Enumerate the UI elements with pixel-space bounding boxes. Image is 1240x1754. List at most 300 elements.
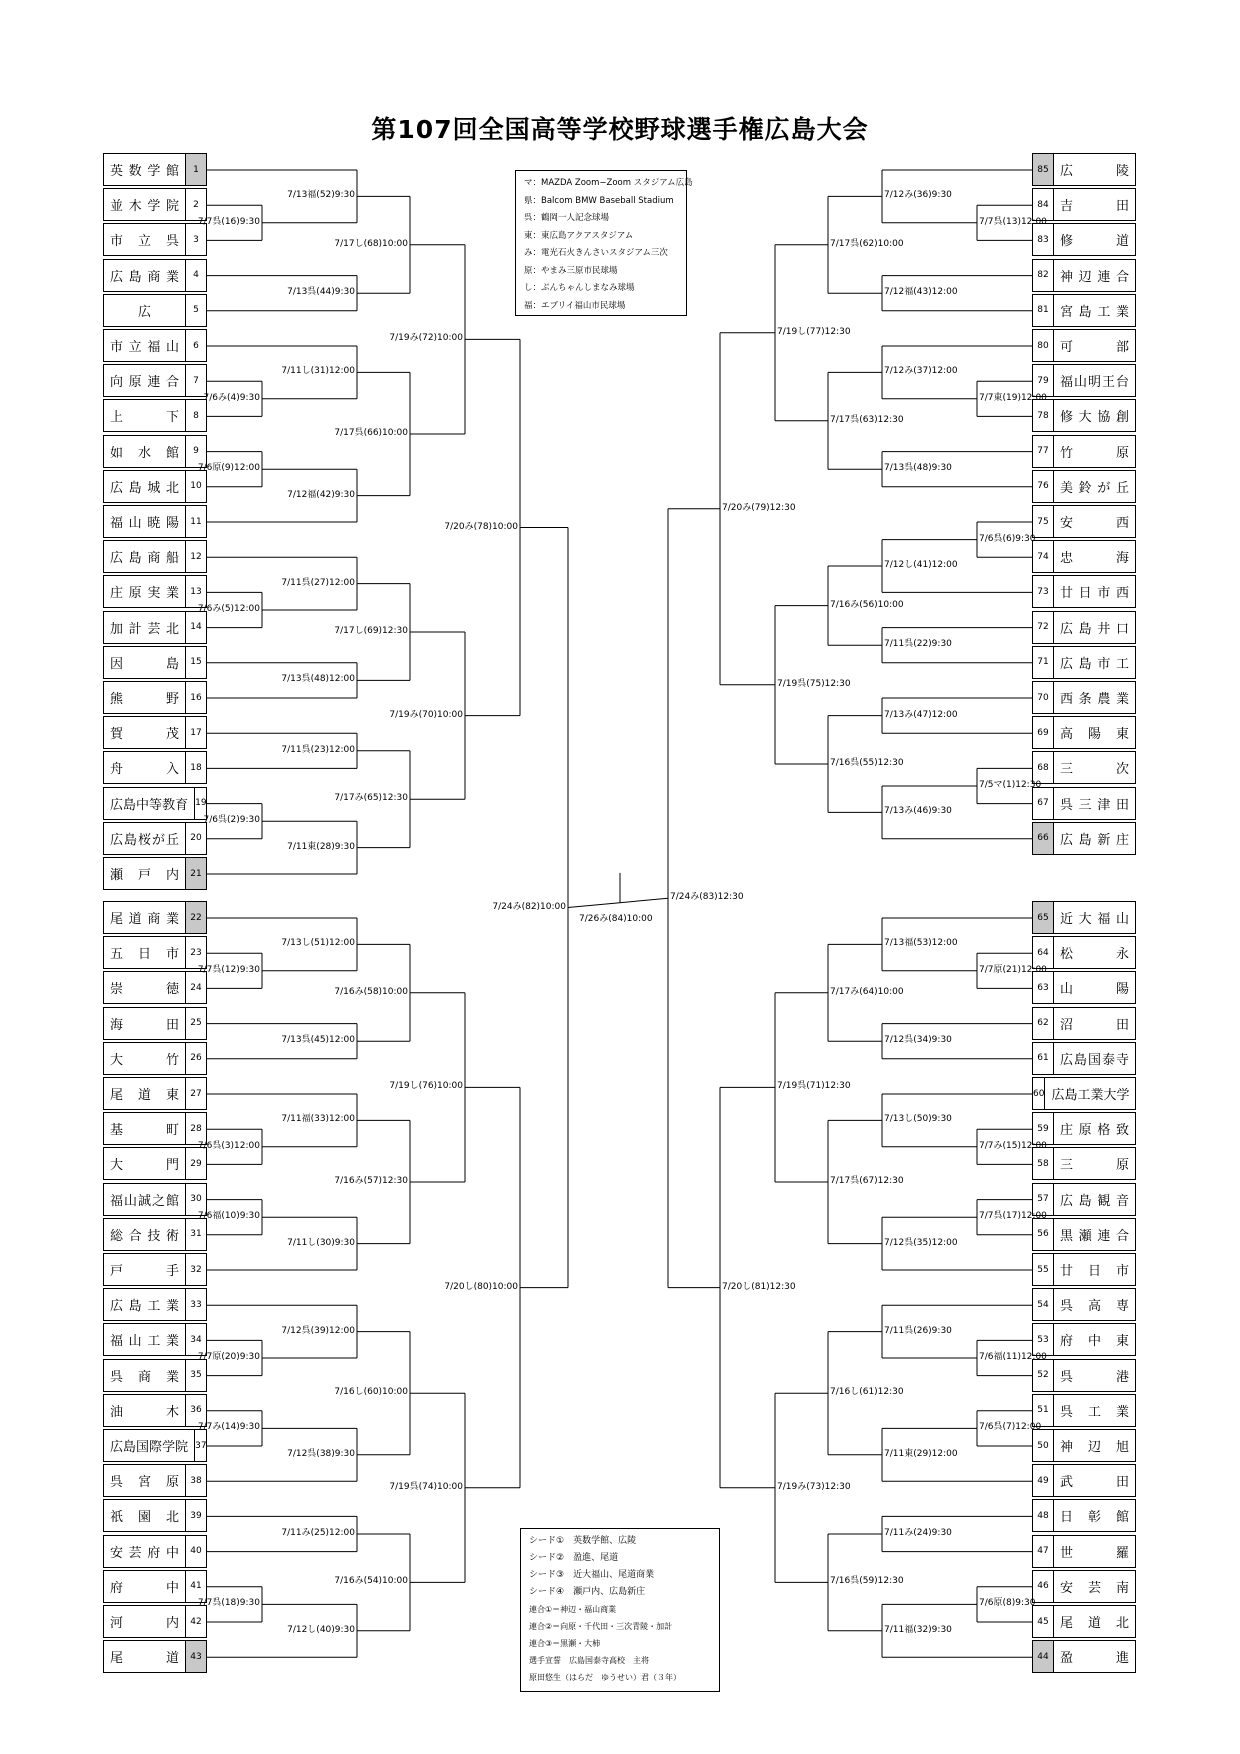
team-name: 盈 進: [1060, 1651, 1129, 1667]
team-number: 80: [1033, 330, 1054, 361]
match-label: 7/11呉(22)9:30: [884, 639, 952, 650]
team-name: 広 島 国 泰 寺: [1060, 1052, 1129, 1068]
match-label: 7/17し(68)10:00: [334, 238, 408, 249]
team-name: 呉 高 専: [1060, 1299, 1129, 1315]
team-name: 英 数 学 館: [110, 164, 179, 179]
note-item: シード④ 瀬戸内、広島新庄: [529, 1587, 646, 1597]
team-row: [1032, 1147, 1136, 1180]
team-name: 因 島: [110, 656, 179, 672]
match-label: 7/17呉(62)10:00: [830, 238, 904, 249]
team-name: 基 町: [110, 1123, 179, 1139]
team-name: 武 田: [1060, 1475, 1129, 1491]
team-name: 可 部: [1060, 340, 1129, 355]
match-label: 7/19呉(75)12:30: [777, 678, 851, 689]
team-name: 広 島 新 庄: [1060, 832, 1129, 848]
team-name: 熊 野: [110, 692, 179, 707]
team-row: [103, 1570, 207, 1603]
team-number: 19: [194, 788, 206, 819]
team-number: 35: [185, 1360, 206, 1391]
team-row: [1032, 1042, 1136, 1075]
team-row: [1032, 1112, 1136, 1145]
team-number: 32: [185, 1254, 206, 1285]
match-label: 7/19し(77)12:30: [777, 326, 851, 337]
match-label: 7/19み(70)10:00: [389, 709, 463, 720]
team-number: 61: [1033, 1043, 1054, 1074]
match-label: 7/16呉(55)12:30: [830, 758, 904, 768]
team-number: 4: [185, 260, 206, 291]
team-row: [1032, 1605, 1136, 1638]
team-row: [103, 1394, 207, 1427]
team-name: 山 陽: [1060, 982, 1129, 998]
team-number: 60: [1033, 1078, 1045, 1109]
team-row: [1032, 1253, 1136, 1286]
team-number: 24: [185, 972, 206, 1003]
match-label: 7/20み(79)12:30: [722, 502, 796, 513]
team-number: 69: [1033, 717, 1054, 748]
team-name: 市 立 福 山: [110, 340, 179, 355]
team-row: [103, 1429, 207, 1462]
team-number: 73: [1033, 576, 1054, 607]
match-label: 7/13呉(44)9:30: [287, 287, 355, 298]
team-number: 78: [1033, 400, 1054, 431]
team-row: [1032, 1359, 1136, 1392]
team-row: [1032, 1323, 1136, 1356]
team-name: 府 中 東: [1060, 1334, 1129, 1350]
match-label: 7/7原(20)9:30: [197, 1352, 260, 1362]
team-row: [103, 1640, 207, 1673]
team-number: 50: [1033, 1430, 1054, 1461]
team-row: [1032, 1218, 1136, 1251]
venue-item: 呉：鶴岡一人記念球場: [524, 213, 610, 223]
team-row: [1032, 611, 1136, 644]
match-label: 7/13福(53)12:00: [884, 938, 958, 949]
match-label: 7/7み(15)12:00: [979, 1140, 1047, 1151]
team-name: 尾 道 北: [1060, 1616, 1129, 1631]
team-name: 西 条 農 業: [1060, 692, 1129, 707]
team-name: 松 永: [1060, 947, 1129, 963]
team-number: 64: [1033, 937, 1054, 968]
match-label: 7/11東(29)12:00: [884, 1448, 958, 1459]
note-item: 選手宣誓 広島国泰寺高校 主将: [529, 1656, 649, 1665]
team-name: 呉 宮 原: [110, 1475, 179, 1491]
team-number: 85: [1033, 154, 1054, 185]
team-number: 31: [185, 1219, 206, 1250]
match-label: 7/13み(46)9:30: [884, 806, 952, 817]
team-row: [1032, 971, 1136, 1004]
team-number: 52: [1033, 1360, 1054, 1391]
match-label: 7/17呉(67)12:30: [830, 1176, 904, 1186]
team-row: [1032, 1499, 1136, 1532]
team-row: [1032, 1288, 1136, 1321]
match-label: 7/16し(61)12:30: [830, 1387, 904, 1398]
match-label: 7/20し(81)12:30: [722, 1281, 796, 1292]
team-row: [103, 787, 207, 820]
match-label: 7/19し(76)10:00: [389, 1081, 463, 1092]
match-label: 7/20し(80)10:00: [444, 1281, 518, 1292]
venue-item: 原：やまみ三原市民球場: [524, 265, 618, 276]
team-row: [103, 901, 207, 934]
team-name: 呉 港: [1060, 1369, 1129, 1385]
team-row: [103, 751, 207, 784]
team-name: 広 陵: [1060, 164, 1129, 179]
team-name: 加 計 芸 北: [110, 621, 179, 637]
team-name: 広 島 観 音: [1060, 1193, 1129, 1209]
match-label: 7/17し(69)12:30: [334, 626, 408, 636]
match-label: 7/12呉(39)12:00: [281, 1325, 355, 1336]
team-row: [103, 1218, 207, 1251]
team-name: 向 原 連 合: [110, 375, 179, 391]
team-name: 庄 原 実 業: [110, 586, 179, 602]
team-name: 安 芸 南: [1060, 1580, 1129, 1596]
team-number: 53: [1033, 1324, 1054, 1355]
team-name: 上 下: [110, 410, 179, 426]
match-label: 7/19呉(74)10:00: [389, 1481, 463, 1492]
team-number: 39: [185, 1500, 206, 1531]
team-number: 8: [185, 400, 206, 431]
team-number: 38: [185, 1465, 206, 1496]
team-row: [103, 1605, 207, 1638]
team-row: [103, 857, 207, 890]
team-number: 25: [185, 1008, 206, 1039]
team-number: 33: [185, 1289, 206, 1320]
team-number: 84: [1033, 189, 1054, 220]
match-label: 7/17呉(63)12:30: [830, 414, 904, 425]
team-number: 36: [185, 1395, 206, 1426]
team-name: 安 西: [1060, 516, 1129, 531]
team-name: 如 水 館: [110, 445, 179, 461]
match-label: 7/17み(64)10:00: [830, 986, 904, 997]
team-name: 広 島 国 際 学 院: [110, 1440, 189, 1455]
team-number: 30: [185, 1184, 206, 1215]
team-name: 呉 商 業: [110, 1369, 179, 1385]
team-number: 22: [185, 902, 206, 933]
team-name: 油 木: [110, 1404, 179, 1420]
team-row: [1032, 575, 1136, 608]
team-number: 42: [185, 1606, 206, 1637]
match-label: 7/11し(30)9:30: [287, 1237, 355, 1248]
match-label: 7/7呉(18)9:30: [197, 1598, 260, 1609]
team-row: [103, 329, 207, 362]
match-label: 7/11み(24)9:30: [884, 1528, 952, 1538]
team-number: 20: [185, 823, 206, 854]
match-label: 7/7み(14)9:30: [197, 1422, 260, 1433]
match-label: 7/26み(84)10:00: [579, 913, 653, 924]
team-row: [1032, 936, 1136, 969]
match-label: 7/13呉(48)9:30: [884, 463, 952, 474]
team-row: [103, 294, 207, 327]
team-name: 府 中: [110, 1580, 179, 1596]
team-name: 崇 徳: [110, 982, 179, 998]
team-number: 51: [1033, 1395, 1054, 1426]
team-number: 44: [1033, 1641, 1054, 1672]
team-row: [1032, 1394, 1136, 1427]
team-row: [103, 575, 207, 608]
team-row: [103, 259, 207, 292]
team-name: 広 島 桜 が 丘: [110, 832, 179, 848]
team-number: 3: [185, 224, 206, 255]
bracket-line: [568, 898, 668, 907]
team-number: 2: [185, 189, 206, 220]
team-number: 26: [185, 1043, 206, 1074]
team-row: [1032, 1077, 1136, 1110]
team-number: 47: [1033, 1536, 1054, 1567]
team-number: 6: [185, 330, 206, 361]
team-row: [103, 1007, 207, 1040]
team-row: [103, 470, 207, 503]
team-row: [103, 188, 207, 221]
team-number: 63: [1033, 972, 1054, 1003]
match-label: 7/13み(47)12:00: [884, 709, 958, 720]
team-name: 宮 島 工 業: [1060, 304, 1129, 320]
match-label: 7/7原(21)12:00: [979, 964, 1047, 975]
team-row: [103, 646, 207, 679]
team-row: [1032, 681, 1136, 714]
team-row: [103, 1464, 207, 1497]
team-row: [1032, 751, 1136, 784]
team-name: 広 島 井 口: [1060, 621, 1129, 637]
team-number: 71: [1033, 647, 1054, 678]
match-label: 7/19呉(71)12:30: [777, 1081, 851, 1092]
team-name: 三 次: [1060, 762, 1129, 778]
match-label: 7/12し(40)9:30: [287, 1624, 355, 1635]
team-row: [103, 364, 207, 397]
note-item: 連合③＝黒瀬・大柿: [529, 1639, 601, 1648]
team-name: 総 合 技 術: [110, 1228, 179, 1244]
team-name: 五 日 市: [110, 947, 179, 963]
team-number: 28: [185, 1113, 206, 1144]
team-name: 吉 田: [1060, 199, 1129, 215]
team-number: 55: [1033, 1254, 1054, 1285]
team-number: 54: [1033, 1289, 1054, 1320]
team-name: 福 山 暁 陽: [110, 516, 179, 531]
match-label: 7/11東(28)9:30: [287, 841, 355, 852]
team-row: [1032, 822, 1136, 855]
match-label: 7/12呉(38)9:30: [287, 1448, 355, 1459]
team-number: 21: [185, 858, 206, 889]
team-number: 16: [185, 682, 206, 713]
match-label: 7/11し(31)12:00: [281, 366, 355, 377]
team-name: 世 羅: [1060, 1545, 1129, 1561]
team-name: 修 大 協 創: [1060, 410, 1129, 426]
team-number: 15: [185, 647, 206, 678]
team-name: 戸 手: [110, 1264, 179, 1279]
match-label: 7/6み(5)12:00: [197, 604, 260, 614]
match-label: 7/13し(50)9:30: [884, 1114, 952, 1125]
match-label: 7/13福(52)9:30: [287, 190, 355, 201]
match-label: 7/20み(78)10:00: [444, 521, 518, 532]
match-label: 7/12呉(35)12:00: [884, 1237, 958, 1248]
match-label: 7/16み(56)10:00: [830, 599, 904, 610]
team-row: [1032, 646, 1136, 679]
team-number: 10: [185, 471, 206, 502]
match-label: 7/24み(82)10:00: [492, 901, 566, 912]
team-name: 海 田: [110, 1017, 179, 1033]
team-number: 11: [185, 506, 206, 537]
team-name: 黒 瀬 連 合: [1060, 1228, 1129, 1244]
match-label: 7/12呉(34)9:30: [884, 1035, 952, 1046]
match-label: 7/17み(65)12:30: [334, 793, 408, 804]
team-number: 83: [1033, 224, 1054, 255]
team-number: 49: [1033, 1465, 1054, 1496]
team-name: 修 道: [1060, 234, 1129, 250]
match-label: 7/6呉(3)12:00: [197, 1140, 260, 1151]
team-name: 舟 入: [110, 762, 179, 778]
match-label: 7/13呉(48)12:00: [281, 674, 355, 685]
match-label: 7/6呉(6)9:30: [979, 533, 1036, 544]
team-number: 27: [185, 1078, 206, 1109]
team-name: 廿 日 市: [1060, 1264, 1129, 1279]
match-label: 7/16み(58)10:00: [334, 986, 408, 997]
team-number: 12: [185, 541, 206, 572]
team-row: [1032, 259, 1136, 292]
team-row: [1032, 1535, 1136, 1568]
team-row: [103, 1147, 207, 1180]
match-label: 7/7東(19)12:00: [979, 392, 1047, 403]
team-name: 広 島 商 業: [110, 269, 179, 285]
team-row: [1032, 1183, 1136, 1216]
team-row: [103, 971, 207, 1004]
team-number: 41: [185, 1571, 206, 1602]
team-row: [103, 223, 207, 256]
team-row: [103, 435, 207, 468]
team-row: [103, 1288, 207, 1321]
team-number: 66: [1033, 823, 1054, 854]
team-row: [103, 681, 207, 714]
team-row: [103, 1077, 207, 1110]
match-label: 7/13呉(45)12:00: [281, 1035, 355, 1046]
match-label: 7/16み(57)12:30: [334, 1176, 408, 1186]
team-number: 77: [1033, 436, 1054, 467]
team-number: 43: [185, 1641, 206, 1672]
match-label: 7/16み(54)10:00: [334, 1576, 408, 1587]
team-name: 福 山 明 王 台: [1060, 375, 1129, 391]
team-name: 祇 園 北: [110, 1510, 179, 1526]
team-number: 37: [194, 1430, 206, 1461]
team-row: [103, 1183, 207, 1216]
match-label: 7/19み(73)12:30: [777, 1481, 851, 1492]
team-name: 呉 工 業: [1060, 1404, 1129, 1420]
team-name: 大 門: [110, 1158, 179, 1174]
match-label: 7/5マ(1)12:30: [979, 780, 1042, 790]
team-number: 40: [185, 1536, 206, 1567]
note-item: シード① 英数学館、広陵: [529, 1536, 637, 1546]
match-label: 7/6原(9)12:00: [197, 463, 260, 474]
team-row: [103, 540, 207, 573]
team-number: 58: [1033, 1148, 1054, 1179]
team-name: 竹 原: [1060, 445, 1129, 461]
team-number: 75: [1033, 506, 1054, 537]
venue-item: 県：Balcom BMW Baseball Stadium: [524, 195, 674, 206]
venue-item: 福：エブリイ福山市民球場: [524, 300, 626, 311]
team-row: [1032, 329, 1136, 362]
match-label: 7/7呉(16)9:30: [197, 216, 260, 227]
team-name: 庄 原 格 致: [1060, 1123, 1129, 1139]
match-label: 7/6呉(2)9:30: [203, 815, 260, 826]
team-name: 福 山 誠 之 館: [110, 1193, 179, 1209]
team-row: [103, 1359, 207, 1392]
team-number: 81: [1033, 295, 1054, 326]
team-row: [103, 1535, 207, 1568]
venue-item: マ：MAZDA Zoom−Zoom スタジアム広島: [524, 178, 693, 188]
team-name: 呉 三 津 田: [1060, 797, 1129, 813]
team-row: [103, 1042, 207, 1075]
team-name: 広 島 中 等 教 育: [110, 797, 189, 813]
team-name: 尾 道 東: [110, 1088, 179, 1103]
page-title: 第107回全国高等学校野球選手権広島大会: [371, 115, 869, 144]
match-label: 7/11呉(27)12:00: [281, 577, 355, 588]
team-number: 48: [1033, 1500, 1054, 1531]
team-number: 82: [1033, 260, 1054, 291]
team-name: 神 辺 旭: [1060, 1440, 1129, 1455]
team-number: 34: [185, 1324, 206, 1355]
team-row: [1032, 294, 1136, 327]
team-row: [1032, 540, 1136, 573]
team-number: 17: [185, 717, 206, 748]
team-name: 高 陽 東: [1060, 727, 1129, 743]
team-name: 広 島 工 業 大 学: [1051, 1088, 1130, 1103]
team-name: 市 立 呉: [110, 234, 179, 250]
team-number: 45: [1033, 1606, 1054, 1637]
team-row: [103, 1112, 207, 1145]
team-name: 広: [137, 304, 151, 320]
team-number: 65: [1033, 902, 1054, 933]
notes-box: [520, 1528, 720, 1692]
venue-item: 東：東広島アクアスタジアム: [524, 230, 634, 241]
team-row: [103, 153, 207, 186]
note-item: 原田悠生（はらだ ゆうせい）君（３年）: [529, 1673, 681, 1682]
team-row: [103, 505, 207, 538]
team-name: 近 大 福 山: [1060, 912, 1129, 927]
match-label: 7/7呉(17)12:00: [979, 1211, 1047, 1222]
team-number: 76: [1033, 471, 1054, 502]
match-label: 7/12し(41)12:00: [884, 560, 958, 570]
team-row: [1032, 399, 1136, 432]
team-number: 14: [185, 612, 206, 643]
team-number: 79: [1033, 365, 1054, 396]
match-label: 7/19み(72)10:00: [389, 333, 463, 344]
match-label: 7/16し(60)10:00: [334, 1387, 408, 1398]
team-number: 56: [1033, 1219, 1054, 1250]
team-row: [1032, 188, 1136, 221]
team-number: 9: [185, 436, 206, 467]
match-label: 7/16呉(59)12:30: [830, 1576, 904, 1587]
team-row: [1032, 364, 1136, 397]
team-name: 尾 道: [110, 1651, 179, 1667]
team-row: [103, 399, 207, 432]
team-name: 福 山 工 業: [110, 1334, 179, 1350]
team-name: 賀 茂: [110, 727, 179, 743]
team-name: 広 島 城 北: [110, 480, 179, 496]
match-label: 7/17呉(66)10:00: [334, 428, 408, 438]
team-row: [103, 716, 207, 749]
team-name: 神 辺 連 合: [1060, 269, 1129, 285]
team-row: [1032, 435, 1136, 468]
match-label: 7/12み(37)12:00: [884, 366, 958, 377]
match-label: 7/6み(4)9:30: [203, 392, 260, 403]
team-name: 安 芸 府 中: [110, 1545, 179, 1561]
match-label: 7/12福(43)12:00: [884, 287, 958, 298]
team-row: [1032, 153, 1136, 186]
match-label: 7/13し(51)12:00: [281, 938, 355, 949]
team-number: 46: [1033, 1571, 1054, 1602]
team-name: 美 鈴 が 丘: [1060, 480, 1129, 496]
team-row: [103, 1499, 207, 1532]
team-name: 河 内: [110, 1616, 179, 1631]
match-label: 7/6原(8)9:30: [979, 1598, 1036, 1609]
team-name: 廿 日 市 西: [1060, 586, 1129, 602]
team-row: [103, 1253, 207, 1286]
match-label: 7/6福(11)12:00: [979, 1352, 1047, 1362]
